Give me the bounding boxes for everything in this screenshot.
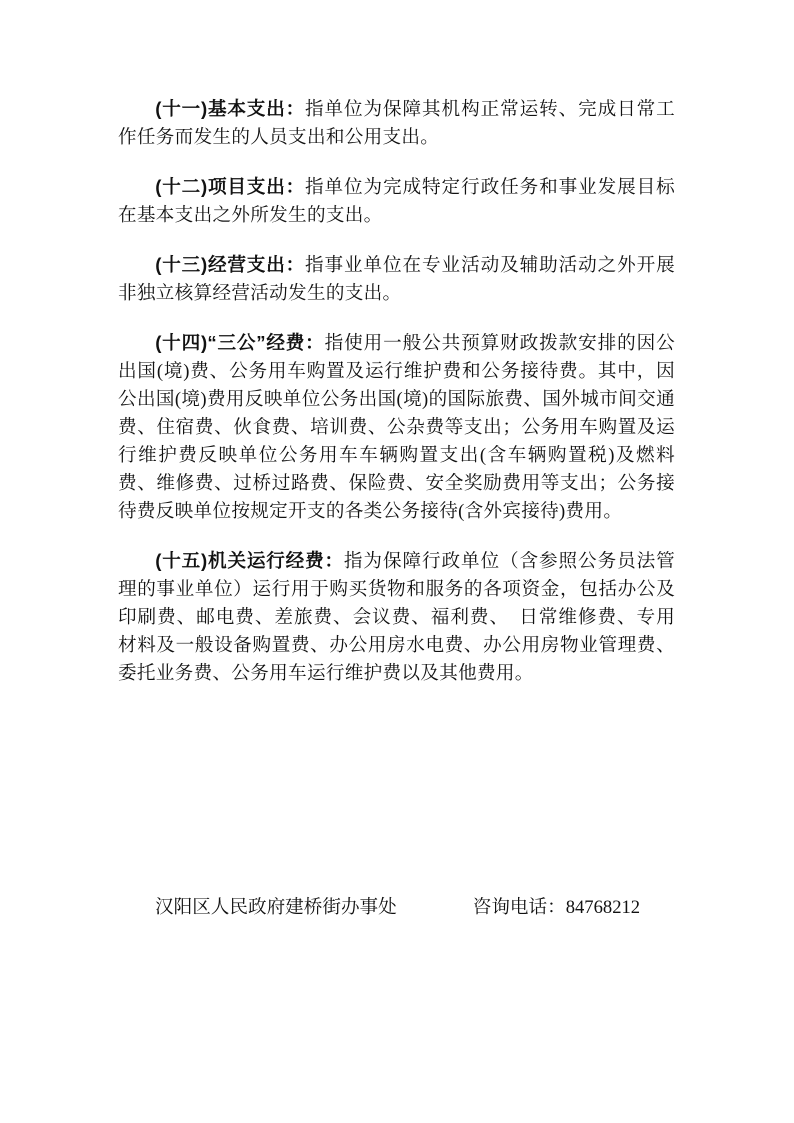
document-footer bbox=[155, 894, 640, 922]
term-definition: 指使用一般公共预算财政拨款安排的因公出国(境)费、公务用车购置及运行维护费和公务接待费。其中，因公出国(境)费用反映单位公务出国(境)的国际旅费、国外城市间交通费、住宿费、伙食费、培训费、公杂费等支出；公务用车购置及运行维护费反映单位公务用车车辆购置支出(含车辆购置税)及燃料费、维修费、过桥过路费、保险费、安全奖励费用等支出；公务接待费反映单位按规定开支的各类公务接待(含外宾接待)费用。 bbox=[118, 333, 675, 522]
term-heading: (十五)机关运行经费： bbox=[155, 550, 344, 571]
term-definition: 指单位为保障其机构正常运转、完成日常工作任务而发生的人员支出和公用支出。 bbox=[118, 99, 676, 148]
term-heading: (十三)经营支出： bbox=[155, 254, 306, 275]
consult-phone: 咨询电话：84768212 bbox=[472, 897, 641, 918]
term-definition: 指单位为完成特定行政任务和事业发展目标在基本支出之外所发生的支出。 bbox=[118, 177, 676, 226]
definition-paragraph-three-public-funds bbox=[118, 329, 675, 526]
definition-paragraph-operating-expenditure bbox=[118, 251, 675, 308]
term-definition: 指事业单位在专业活动及辅助活动之外开展非独立核算经营活动发生的支出。 bbox=[118, 255, 676, 304]
term-definition: 指为保障行政单位（含参照公务员法管理的事业单位）运行用于购买货物和服务的各项资金，包括办公及印刷费、邮电费、差旅费、会议费、福利费、 日常维修费、专用材料及一般设备购置费、办公用房水电费、办公用房物业管理费、委托业务费、公务用车运行维护费以及其他费用。 bbox=[118, 551, 675, 684]
term-heading: (十一)基本支出： bbox=[155, 98, 306, 119]
term-heading: (十二)项目支出： bbox=[155, 176, 306, 197]
definition-paragraph-agency-operating-funds bbox=[118, 547, 675, 688]
term-heading: (十四)“三公”经费： bbox=[155, 332, 325, 353]
definition-paragraph-project-expenditure bbox=[118, 173, 675, 230]
definition-paragraph-basic-expenditure bbox=[118, 95, 675, 152]
org-name: 汉阳区人民政府建桥街办事处 bbox=[155, 897, 397, 918]
